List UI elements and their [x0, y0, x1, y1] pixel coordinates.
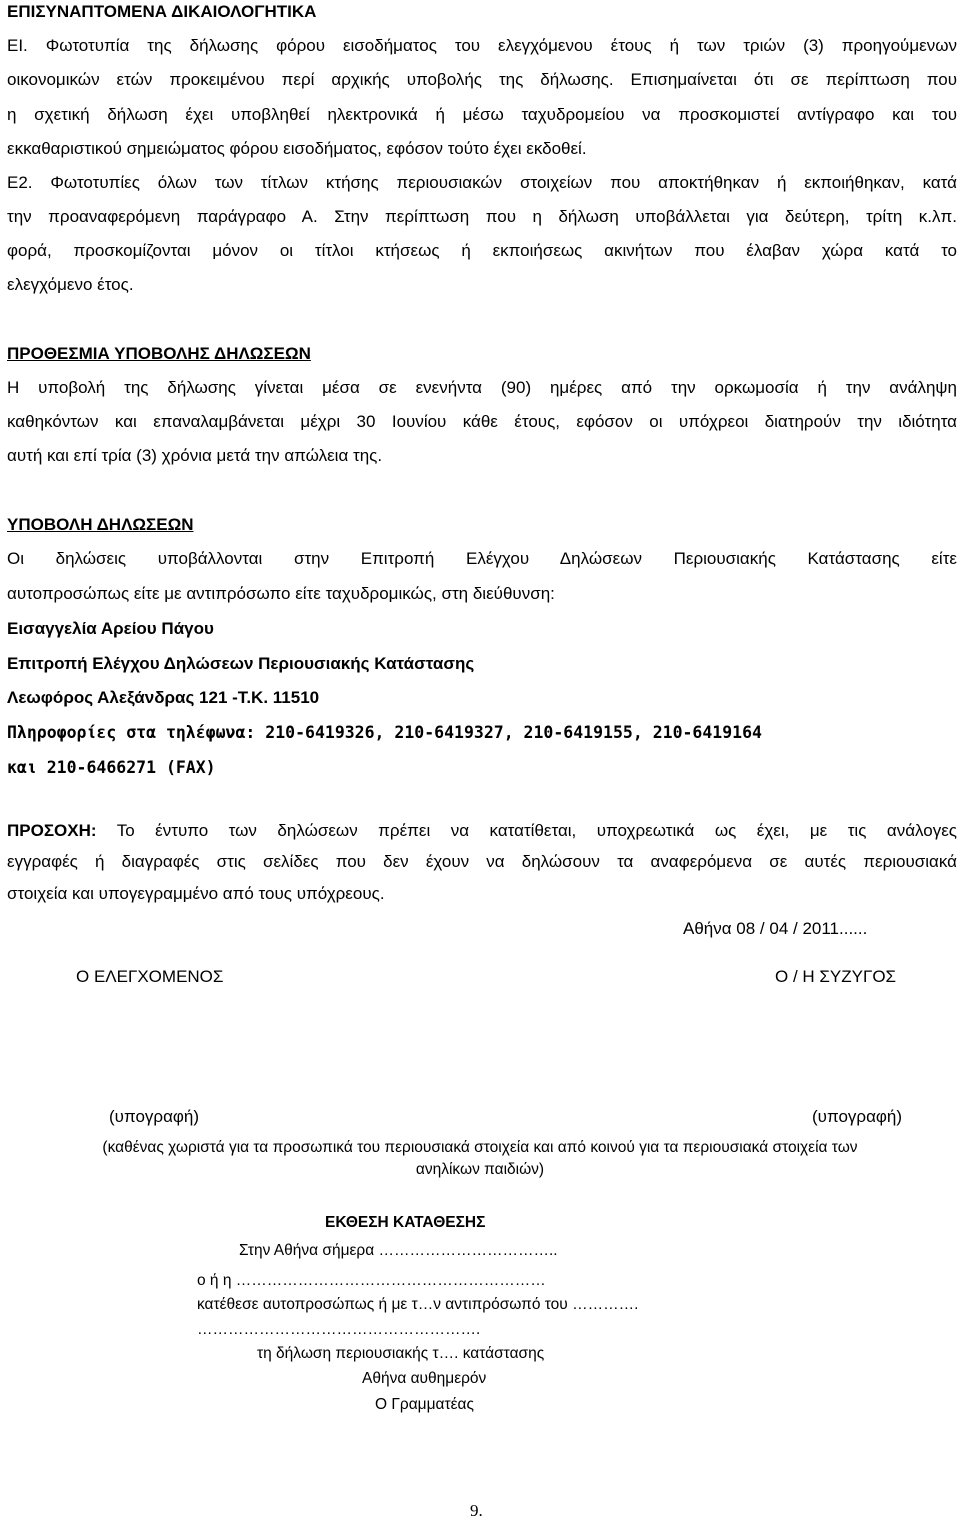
e1-line-2: οικονομικών ετών προκειμένου περί αρχικής υποβολής της δήλωσης. Επισημαίνεται ότι σε περίπτωση που: [7, 70, 957, 89]
place-date: Αθήνα 08 / 04 / 2011......: [683, 919, 868, 938]
e1-line-1: ΕΙ. Φωτοτυπία της δήλωσης φόρου εισοδήματος του ελεγχόμενου έτους ή των τριών (3) προηγούμενων: [7, 36, 957, 55]
submission-heading: ΥΠΟΒΟΛΗ ΔΗΛΩΣΕΩΝ: [7, 515, 194, 534]
submission-line-1: Οι δηλώσεις υποβάλλονται στην Επιτροπή Ελέγχου Δηλώσεων Περιουσιακής Κατάστασης είτε: [7, 549, 957, 568]
signer-left-title: Ο ΕΛΕΓΧΟΜΕΝΟΣ: [76, 967, 224, 986]
e2-line-2: την προαναφερόμενη παράγραφο Α. Στην περίπτωση που η δήλωση υποβάλλεται για δεύτερη, τρίτη κ.λπ.: [7, 207, 957, 226]
address-line-3: Λεωφόρος Αλεξάνδρας 121 -Τ.Κ. 11510: [7, 688, 320, 707]
deadline-line-1: Η υποβολή της δήλωσης γίνεται μέσα σε ενενήντα (90) ημέρες από την ορκωμοσία ή την ανάληψη: [7, 378, 957, 397]
deposit-line-2: ο ή η ……………………………………………………: [197, 1272, 546, 1289]
e1-line-3: η σχετική δήλωση έχει υποβληθεί ηλεκτρονικά ή μέσω ταχυδρομείου να προσκομιστεί αντίγραφο και του: [7, 105, 957, 124]
address-line-1: Εισαγγελία Αρείου Πάγου: [7, 619, 214, 638]
deposit-line-7: Ο Γραμματέας: [375, 1396, 474, 1413]
deadline-heading: ΠΡΟΘΕΣΜΙΑ ΥΠΟΒΟΛΗΣ ΔΗΛΩΣΕΩΝ: [7, 344, 311, 363]
deadline-line-2: καθηκόντων και επαναλαμβάνεται μέχρι 30 Ιουνίου κάθε έτους, εφόσον οι υπόχρεοι διατηρούν την ιδιότητα: [7, 412, 957, 431]
deposit-line-1: Στην Αθήνα σήμερα ……………………………..: [239, 1242, 558, 1259]
deadline-line-3: αυτή και επί τρία (3) χρόνια μετά την απώλεια της.: [7, 446, 383, 465]
notice-label: ΠΡΟΣΟΧΗ:: [7, 821, 97, 840]
address-line-2: Επιτροπή Ελέγχου Δηλώσεων Περιουσιακής Κατάστασης: [7, 654, 475, 673]
e2-line-4: ελεγχόμενο έτος.: [7, 275, 134, 294]
e1-line-4: εκκαθαριστικού σημειώματος φόρου εισοδήματος, εφόσον τούτο έχει εκδοθεί.: [7, 139, 587, 158]
notice-line-3: στοιχεία και υπογεγραμμένο από τους υπόχρεους.: [7, 884, 385, 903]
submission-line-2: αυτοπροσώπως είτε με αντιπρόσωπο είτε ταχυδρομικώς, στη διεύθυνση:: [7, 584, 555, 603]
attachments-heading: ΕΠΙΣΥΝΑΠΤΟΜΕΝΑ ΔΙΚΑΙΟΛΟΓΗΤΙΚΑ: [7, 2, 317, 21]
deposit-line-3: κατέθεσε αυτοπροσώπως ή με τ…ν αντιπρόσωπό του ………….: [197, 1296, 639, 1313]
page-number: 9.: [470, 1501, 483, 1520]
notice-line-1-text: Το έντυπο των δηλώσεων πρέπει να κατατίθεται, υποχρεωτικά ως έχει, με τις ανάλογες: [96, 821, 957, 840]
deposit-line-4: ……………………………………………….: [197, 1321, 481, 1338]
phones-line-1: Πληροφορίες στα τηλέφωνα: 210-6419326, 210-6419327, 210-6419155, 210-6419164: [7, 723, 762, 742]
deposit-line-5: τη δήλωση περιουσιακής τ…. κατάστασης: [257, 1345, 545, 1362]
signature-note-line-1: (καθένας χωριστά για τα προσωπικά του περιουσιακά στοιχεία και από κοινού για τα περιουσιακά στοιχεία των: [102, 1139, 858, 1156]
notice-line-1: [7, 820, 957, 842]
notice-line-2: εγγραφές ή διαγραφές στις σελίδες που δεν έχουν να δηλώσουν τα αναφερόμενα σε αυτές περιουσιακά: [7, 852, 957, 871]
phones-line-2: και 210-6466271 (FAX): [7, 758, 216, 777]
signer-right-title: Ο / Η ΣΥΖΥΓΟΣ: [775, 967, 897, 986]
e2-line-3: φορά, προσκομίζονται μόνον οι τίτλοι κτήσεως ή εκποιήσεως ακινήτων που έλαβαν χώρα κατά το: [7, 241, 957, 260]
signature-note-line-2: ανηλίκων παιδιών): [415, 1161, 545, 1178]
e2-line-1: Ε2. Φωτοτυπίες όλων των τίτλων κτήσης περιουσιακών στοιχείων που αποκτήθηκαν ή εκποιήθηκαν, κατά: [7, 173, 957, 192]
deposit-report-heading: ΕΚΘΕΣΗ ΚΑΤΑΘΕΣΗΣ: [325, 1214, 486, 1231]
deposit-line-6: Αθήνα αυθημερόν: [362, 1370, 487, 1387]
signature-right-label: (υπογραφή): [812, 1107, 903, 1126]
signature-left-label: (υπογραφή): [109, 1107, 200, 1126]
